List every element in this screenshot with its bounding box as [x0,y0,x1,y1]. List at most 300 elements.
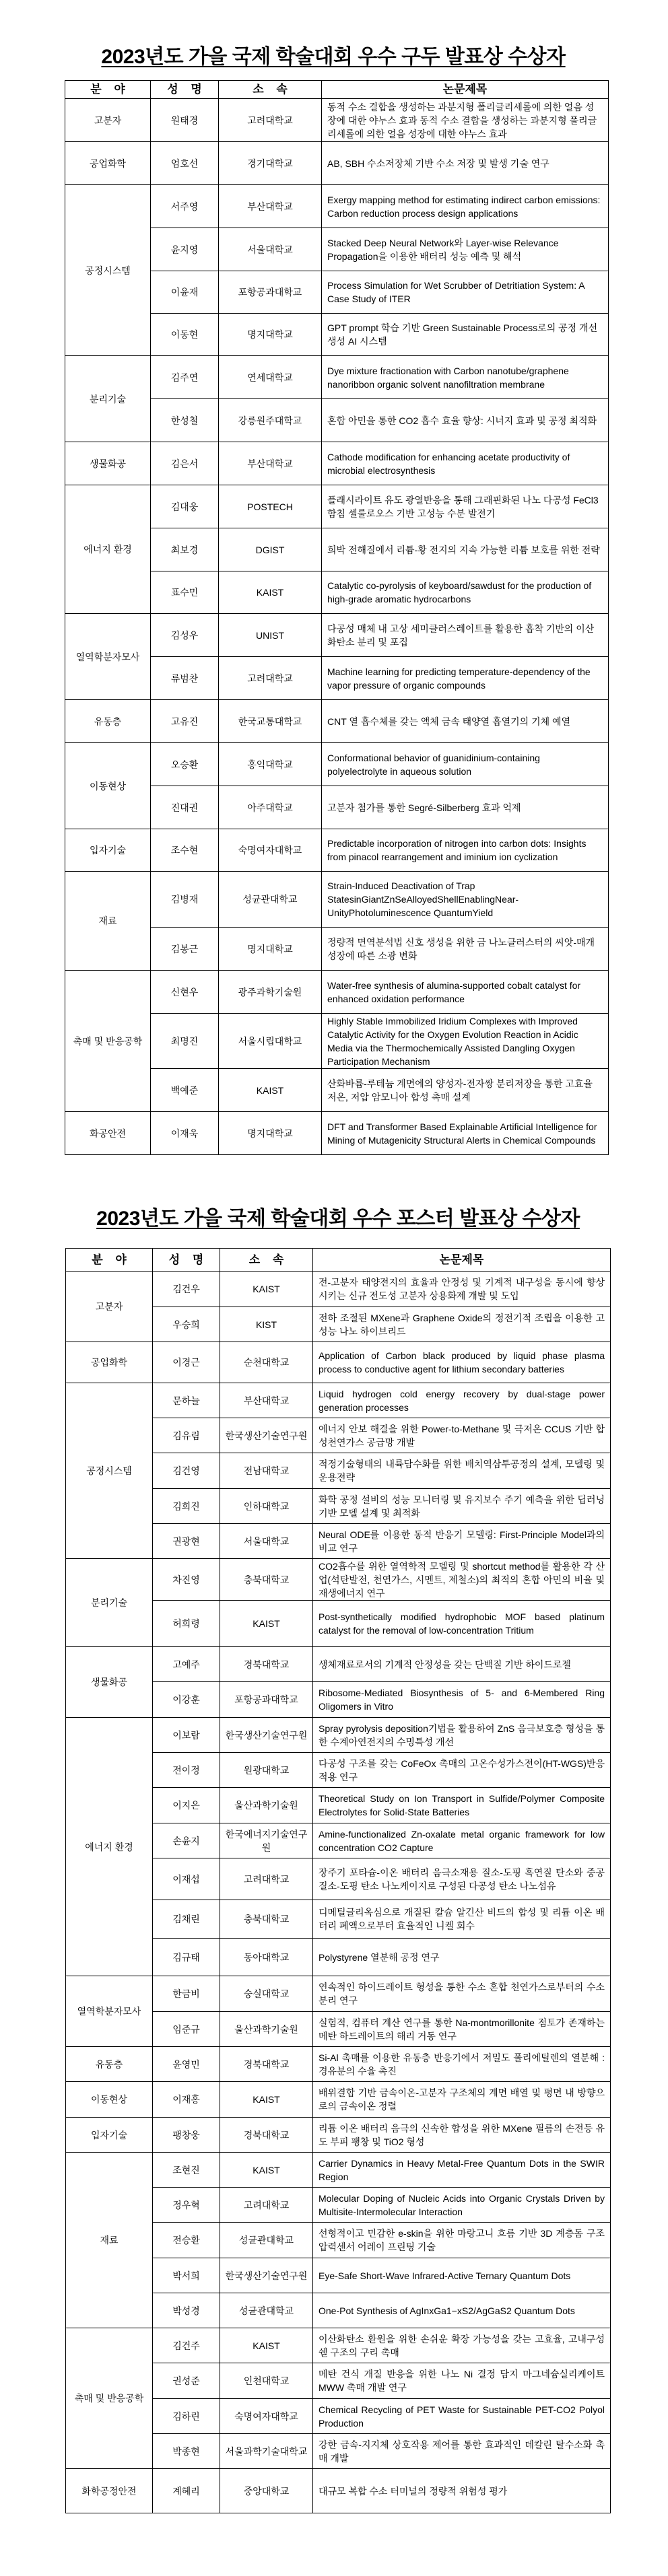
paper-title-cell [313,1858,611,1900]
field-cell [66,1383,153,1559]
name-cell [153,2082,220,2118]
table-row [66,1559,611,1601]
name-cell-text: 김건영 [172,1465,200,1476]
affiliation-cell [220,2012,313,2047]
field-cell-text: 고분자 [95,1301,123,1312]
affiliation-cell [220,1647,313,1682]
name-cell [153,2258,220,2293]
header-field: 분 야 [66,1249,153,1272]
affiliation-cell-text: 숙명여자대학교 [234,2410,298,2422]
affiliation-cell-text: 경북대학교 [243,1659,290,1670]
affiliation-cell [219,571,322,614]
paper-title-cell [322,1069,609,1112]
field-cell [66,1272,153,1342]
name-cell-text: 권광현 [172,1535,200,1547]
field-cell-text: 유동층 [94,716,122,727]
name-cell-text: 김성우 [170,629,199,641]
paper-title-cell [322,786,609,829]
table-row [65,185,609,228]
paper-title-cell-text: 생체재료로서의 기계적 안정성을 갖는 단백질 기반 하이드로젤 [319,1659,571,1670]
name-cell [153,1718,220,1753]
header-field: 분 야 [65,81,151,99]
name-cell [151,614,219,657]
name-cell-text: 김병재 [170,894,199,905]
header-affiliation: 소 속 [219,81,322,99]
table-row [66,1976,611,2012]
affiliation-cell [220,1453,313,1489]
paper-title-cell [322,1112,609,1155]
affiliation-cell [219,1014,322,1069]
name-cell-text: 차진영 [172,1574,200,1585]
oral-award-table [65,80,609,1155]
paper-title-cell [313,1788,611,1823]
name-cell-text: 윤지영 [170,244,199,255]
name-cell-text: 조현진 [172,2164,200,2175]
affiliation-cell-text: 부산대학교 [247,458,293,469]
table-row [65,442,609,485]
affiliation-cell-text: 전남대학교 [243,1465,290,1476]
name-cell [153,2188,220,2223]
name-cell [151,571,219,614]
paper-title-cell-text: Amine-functionalized Zn-oxalate metal organic framework for low concentration CO2 Capture [319,1828,605,1853]
affiliation-cell-text: 홍익대학교 [247,759,293,770]
name-cell [153,1900,220,1939]
paper-title-cell [313,1939,611,1976]
paper-title-cell [313,2469,611,2513]
table-row [65,356,609,399]
affiliation-cell [219,829,322,872]
affiliation-cell-text: 울산과학기술원 [234,1800,298,1811]
paper-title-cell [313,2118,611,2153]
affiliation-cell-text: KAIST [253,1618,280,1629]
paper-title-cell-text: Stacked Deep Neural Network와 Layer-wise Relevance Propagation을 이용한 배터리 성능 예측 및 해석 [327,237,559,262]
affiliation-cell [220,1753,313,1788]
field-cell-text: 촉매 및 반응공학 [74,2393,144,2404]
field-cell [65,700,151,743]
table-row [65,485,609,528]
paper-title-cell-text: Post-synthetically modified hydrophobic MOF based platinum catalyst for the removal of low-concentration Tritium [319,1611,605,1636]
name-cell [151,1069,219,1112]
affiliation-cell [219,614,322,657]
affiliation-cell [220,1559,313,1601]
paper-title-cell-text: 에너지 안보 해결을 위한 Power-to-Methane 및 극저온 CCUS 기반 합성천연가스 공급망 개발 [319,1423,605,1448]
name-cell-text: 신현우 [170,986,199,998]
name-cell-text: 권성준 [172,2375,200,2386]
affiliation-cell-text: UNIST [256,629,284,641]
affiliation-cell-text: 강릉원주대학교 [238,415,302,426]
paper-title-cell-text: Strain-Induced Deactivation of Trap StatesinGiantZnSeAlloyedShellEnablingNear-UnityPhotoluminescence QuantumYield [327,880,519,918]
field-cell [66,2118,153,2153]
affiliation-cell [220,2047,313,2082]
name-cell-text: 김규태 [172,1951,200,1963]
field-cell [66,1342,153,1383]
affiliation-cell-text: 명지대학교 [247,329,293,340]
name-cell [151,142,219,185]
table-row [66,2082,611,2118]
name-cell [153,1272,220,1307]
affiliation-cell [220,1383,313,1418]
paper-title-cell [322,1014,609,1069]
paper-title-cell-text: Carrier Dynamics in Heavy Metal-Free Quantum Dots in the SWIR Region [319,2157,605,2182]
paper-title-cell [313,1976,611,2012]
name-cell [153,1453,220,1489]
affiliation-cell [219,442,322,485]
affiliation-cell [220,1976,313,2012]
paper-title-cell [322,314,609,356]
paper-title-cell [313,1489,611,1524]
paper-title-cell-text: Polystyrene 열분해 공정 연구 [319,1951,440,1963]
name-cell-text: 백예준 [170,1084,199,1096]
affiliation-cell-text: 성균관대학교 [242,894,298,905]
oral-award-title: 2023년도 가을 국제 학술대회 우수 구두 발표상 수상자 [101,46,566,68]
affiliation-cell-text: 광주과학기술원 [238,986,302,998]
paper-title-cell [313,1559,611,1601]
field-cell [65,614,151,700]
paper-title-cell [322,971,609,1014]
field-cell [65,1112,151,1155]
paper-title-cell [322,872,609,928]
table-row [65,700,609,743]
name-cell-text: 한금비 [172,1988,200,1999]
paper-title-cell [313,1900,611,1939]
paper-title-cell [322,228,609,271]
paper-title-cell-text: Molecular Doping of Nucleic Acids into Organic Crystals Driven by Multisite-Intermolecular Interaction [319,2192,605,2217]
name-cell [153,2434,220,2469]
name-cell [151,829,219,872]
paper-title-cell-text: Cathode modification for enhancing acetate productivity of microbial electrosynthesis [327,451,570,476]
paper-title-cell [322,142,609,185]
paper-title-cell [313,2188,611,2223]
paper-title-cell [322,928,609,971]
name-cell [151,485,219,528]
name-cell [151,356,219,399]
affiliation-cell [219,743,322,786]
name-cell-text: 우승희 [172,1319,200,1330]
paper-title-cell [322,700,609,743]
table-row [66,2469,611,2513]
name-cell-text: 손윤지 [172,1835,200,1846]
name-cell-text: 이지은 [172,1800,200,1811]
field-cell [65,829,151,872]
name-cell [151,743,219,786]
affiliation-cell [219,399,322,442]
affiliation-cell [220,1858,313,1900]
name-cell [153,2469,220,2513]
field-cell-text: 에너지 환경 [85,1841,133,1852]
affiliation-cell-text: 동아대학교 [243,1951,290,1963]
paper-title-cell-text: 전-고분자 태양전지의 효율과 안정성 및 기계적 내구성을 동시에 향상시키는 신규 전도성 고분자 상용화제 개발 및 도입 [319,1277,605,1301]
name-cell [151,786,219,829]
name-cell-text: 김주연 [170,372,199,383]
name-cell [153,2399,220,2434]
paper-title-cell [313,1524,611,1559]
field-cell [66,2153,153,2328]
paper-title-cell-text: Water-free synthesis of alumina-supported cobalt catalyst for enhanced oxidation performance [327,979,581,1004]
field-cell-text: 생물화공 [89,458,127,469]
paper-title-cell-text: Process Simulation for Wet Scrubber of Detritiation System: A Case Study of ITER [327,280,584,304]
affiliation-cell [219,142,322,185]
name-cell-text: 한성철 [170,415,199,426]
name-cell-text: 이재섭 [172,1873,200,1885]
paper-title-cell-text: Liquid hydrogen cold energy recovery by dual-stage power generation processes [319,1388,605,1413]
field-cell [66,1559,153,1647]
paper-title-cell [313,1342,611,1383]
header-name: 성 명 [153,1249,220,1272]
paper-title-cell [313,2258,611,2293]
field-cell-text: 공업화학 [90,1357,128,1368]
name-cell [153,2293,220,2328]
paper-title-cell [313,1383,611,1418]
field-cell-text: 열역학분자모사 [75,651,140,662]
name-cell [153,1307,220,1342]
affiliation-cell-text: 경북대학교 [243,2058,290,2070]
field-cell-text: 화공안전 [89,1127,127,1139]
affiliation-cell [219,971,322,1014]
paper-title-cell-text: 장주기 포타슘-이온 배터리 음극소재용 질소-도핑 흑연질 탄소와 중공 질소-도핑 탄소 나노케이지로 구성된 다공성 탄소 나노섬유 [319,1867,605,1891]
paper-title-cell-text: Neural ODE를 이용한 동적 반응기 모델링: First-Principle Model과의 비교 연구 [319,1529,605,1554]
affiliation-cell-text: 충북대학교 [243,1914,290,1924]
paper-title-cell [313,2293,611,2328]
field-cell-text: 분리기술 [90,1597,128,1608]
name-cell-text: 엄호선 [170,158,199,169]
name-cell [153,2012,220,2047]
field-cell [65,185,151,356]
field-cell [65,442,151,485]
affiliation-cell [220,1342,313,1383]
affiliation-cell [219,872,322,928]
paper-title-cell [322,528,609,571]
affiliation-cell [220,1682,313,1718]
paper-title-cell-text: 다공성 구조를 갖는 CoFeOx 촉매의 고온수성가스전이(HT-WGS)반응 적용 연구 [319,1757,605,1782]
header-affiliation: 소 속 [220,1249,313,1272]
affiliation-cell-text: 고려대학교 [243,2199,290,2211]
paper-title-cell [313,1647,611,1682]
paper-title-cell-text: 대규모 복합 수소 터미널의 정량적 위험성 평가 [319,2485,508,2497]
paper-title-cell [313,2328,611,2363]
paper-title-cell-text: 고분자 첨가를 통한 Segré-Silberberg 효과 억제 [327,802,521,813]
affiliation-cell-text: 숙명여자대학교 [238,845,302,856]
affiliation-cell-text: 고려대학교 [247,114,293,126]
field-cell-text: 이동현상 [89,780,127,792]
paper-title-cell-text: Conformational behavior of guanidinium-containing polyelectrolyte in aqueous solution [327,752,540,777]
name-cell [151,657,219,700]
table-row [66,1272,611,1307]
table-row [65,829,609,872]
affiliation-cell-text: KAIST [256,587,284,598]
paper-title-cell-text: 강한 금속-지지체 상호작용 제어를 통한 효과적인 데칼린 탈수소화 촉매 개발 [319,2439,605,2464]
affiliation-cell-text: 아주대학교 [247,802,293,813]
paper-title-cell [313,2047,611,2082]
name-cell-text: 김은서 [170,458,199,469]
paper-title-cell-text: 플래시라이트 유도 광열반응을 통해 그래핀화된 나노 다공성 FeCl3 함침 셀룰로오스 기반 고성능 수분 발전기 [327,494,599,519]
field-cell-text: 촉매 및 반응공학 [73,1035,143,1047]
table-row [66,1647,611,1682]
name-cell-text: 김건우 [172,1284,200,1294]
affiliation-cell-text: 숭실대학교 [243,1988,290,1999]
name-cell-text: 정우혁 [172,2199,200,2211]
name-cell-text: 문하늘 [172,1395,200,1406]
affiliation-cell [220,1823,313,1858]
affiliation-cell-text: 경북대학교 [243,2129,290,2140]
field-cell [65,356,151,442]
affiliation-cell-text: 인천대학교 [243,2375,290,2386]
paper-title-cell-text: Exergy mapping method for estimating indirect carbon emissions: Carbon reduction process design applications [327,194,601,219]
name-cell-text: 박성경 [172,2305,200,2316]
affiliation-cell-text: 고려대학교 [243,1873,290,1885]
name-cell-text: 표수민 [170,587,199,598]
name-cell [153,1647,220,1682]
header-name: 성 명 [151,81,219,99]
affiliation-cell [220,2363,313,2399]
table-row [66,2328,611,2363]
name-cell [151,185,219,228]
paper-title-cell [322,614,609,657]
field-cell [66,1976,153,2047]
affiliation-cell-text: 포항공과대학교 [238,287,302,298]
paper-title-cell [322,829,609,872]
affiliation-cell [220,2293,313,2328]
paper-title-cell-text: 배위결합 기반 금속이온-고분자 구조체의 계면 배열 및 평면 내 방향으로의 금속이온 정렬 [319,2087,605,2112]
affiliation-cell-text: 서울시립대학교 [238,1035,302,1047]
name-cell-text: 류범찬 [170,672,199,684]
paper-title-cell-text: Ribosome-Mediated Biosynthesis of 5- and 6-Membered Ring Oligomers in Vitro [319,1687,605,1712]
affiliation-cell [220,1788,313,1823]
name-cell [153,2118,220,2153]
affiliation-cell-text: 부산대학교 [243,1395,290,1406]
paper-title-cell [313,1601,611,1647]
paper-title-cell-text: 적정기술형태의 내륙담수화를 위한 배치역삼투공정의 설계, 모델링 및 운용전략 [319,1459,605,1483]
affiliation-cell [220,2434,313,2469]
paper-title-cell-text: Predictable incorporation of nitrogen into carbon dots: Insights from pinacol rearrangement and iminium ion cyclization [327,838,587,862]
name-cell [151,1112,219,1155]
paper-title-cell-text: Spray pyrolysis deposition기법을 활용하여 ZnS 음극보호층 형성을 통한 수계아연전지의 수명특성 개선 [319,1722,605,1747]
affiliation-cell-text: 울산과학기술원 [234,2023,298,2035]
field-cell [65,971,151,1112]
affiliation-cell-text: 서울대학교 [243,1535,290,1547]
affiliation-cell [219,356,322,399]
paper-title-cell-text: 동적 수소 결합을 생성하는 과분지형 폴리글리세롤에 의한 얼음 성장에 대한 야누스 효과 동적 수소 결합을 생성하는 과분지형 폴리글리세롤에 의한 얼음 성장에 대한 야누스 효과 [327,101,597,139]
paper-title-cell-text: Highly Stable Immobilized Iridium Complexes with Improved Catalytic Activity for the Oxygen Evolution Reaction in Acidic Media via the Thermochemically Assisted Dangling Oxygen Participation Mechanism [327,1015,578,1067]
name-cell-text: 이강훈 [172,1694,200,1705]
field-cell [65,99,151,142]
paper-title-cell-text: Dye mixture fractionation with Carbon nanotube/graphene nanoribbon organic solvent nanofiltration membrane [327,365,569,390]
affiliation-cell [220,2328,313,2363]
affiliation-cell-text: 인하대학교 [243,1500,290,1512]
name-cell [151,528,219,571]
field-cell-text: 유동층 [95,2058,123,2070]
paper-title-cell [322,356,609,399]
affiliation-cell [220,2258,313,2293]
affiliation-cell [219,657,322,700]
affiliation-cell-text: KAIST [253,2340,280,2351]
field-cell-text: 생물화공 [90,1677,128,1687]
field-cell-text: 공정시스템 [85,265,131,276]
name-cell-text: 김유림 [172,1430,200,1441]
name-cell [153,1858,220,1900]
name-cell-text: 이동현 [170,329,199,340]
affiliation-cell-text: 명지대학교 [247,943,293,954]
name-cell [151,1014,219,1069]
field-cell [66,1718,153,1976]
table-row [65,743,609,786]
paper-title-cell [313,2012,611,2047]
name-cell [153,1976,220,2012]
paper-title-cell-text: 연속적인 하이드레이트 형성을 통한 수소 혼합 천연가스로부터의 수소 분리 연구 [319,1982,605,2006]
paper-title-cell-text: AB, SBH 수소저장체 기반 수소 저장 및 발생 기술 연구 [327,158,549,169]
paper-title-cell [313,1418,611,1453]
paper-title-cell-text: Chemical Recycling of PET Waste for Sustainable PET-CO2 Polyol Production [319,2404,605,2429]
name-cell-text: 전이정 [172,1764,200,1776]
affiliation-cell [220,1272,313,1307]
paper-title-cell [322,185,609,228]
paper-title-cell-text: One-Pot Synthesis of AgInxGa1−xS2/AgGaS2 Quantum Dots [319,2305,575,2316]
field-cell-text: 재료 [100,2235,119,2246]
field-cell [66,2047,153,2082]
poster-award-title: 2023년도 가을 국제 학술대회 우수 포스터 발표상 수상자 [96,1208,580,1230]
affiliation-cell [220,1718,313,1753]
affiliation-cell [220,2469,313,2513]
affiliation-cell-text: KAIST [256,1084,284,1096]
name-cell [153,1383,220,1418]
affiliation-cell-text: 서울과학기술대학교 [225,2445,308,2457]
name-cell-text: 팽창웅 [172,2129,200,2140]
name-cell-text: 이재욱 [170,1127,199,1139]
name-cell [153,1418,220,1453]
field-cell-text: 이동현상 [90,2094,128,2105]
name-cell-text: 이보람 [172,1729,200,1741]
affiliation-cell-text: 한국에너지기술연구원 [225,1828,308,1853]
paper-title-cell-text: GPT prompt 학습 기반 Green Sustainable Process로의 공정 개선 생성 AI 시스템 [327,322,598,347]
affiliation-cell [220,1418,313,1453]
affiliation-cell [220,2399,313,2434]
paper-title-cell [313,1453,611,1489]
affiliation-cell [219,1112,322,1155]
paper-title-cell-text: 리튬 이온 배터리 음극의 신속한 합성을 위한 MXene 필름의 손전등 유도 부피 팽창 및 TiO2 형성 [319,2122,605,2147]
paper-title-cell-text: DFT and Transformer Based Explainable Artificial Intelligence for Mining of Mutagenicity Structural Alerts in Chemical Compounds [327,1121,597,1146]
header-paper-title: 논문제목 [313,1249,611,1272]
paper-title-cell-text: 다공성 매체 내 고상 세미클러스레이트를 활용한 흡착 기반의 이산화탄소 분리 및 포집 [327,623,595,648]
table-row [65,872,609,928]
name-cell [153,1823,220,1858]
paper-title-cell [313,1682,611,1718]
field-cell-text: 고분자 [94,114,122,126]
paper-title-cell [322,99,609,142]
affiliation-cell-text: 성균관대학교 [238,2235,294,2246]
paper-title-cell-text: 화학 공정 설비의 성능 모니터링 및 유지보수 주기 예측을 위한 딥러닝 기반 모델 설계 및 최적화 [319,1494,605,1519]
paper-title-cell [322,399,609,442]
affiliation-cell-text: 고려대학교 [247,672,293,684]
field-cell-text: 입자기술 [90,2129,128,2140]
affiliation-cell [219,485,322,528]
name-cell-text: 김봉근 [170,943,199,954]
affiliation-cell [219,700,322,743]
paper-title-cell [322,743,609,786]
name-cell-text: 서주영 [170,201,199,212]
name-cell [151,971,219,1014]
field-cell [66,2082,153,2118]
affiliation-cell-text: 성균관대학교 [238,2305,294,2316]
name-cell-text: 오승환 [170,759,199,770]
name-cell-text: 고유진 [170,716,199,727]
affiliation-cell [219,928,322,971]
table-header-row [65,81,609,99]
paper-title-cell-text: 메탄 건식 개질 반응을 위한 나노 Ni 결정 담지 마그네슘실리케이트 MWW 촉매 개발 연구 [319,2369,605,2393]
field-cell [65,485,151,614]
name-cell-text: 김건주 [172,2340,200,2351]
name-cell [151,228,219,271]
affiliation-cell-text: 포항공과대학교 [234,1694,298,1705]
affiliation-cell [219,786,322,829]
